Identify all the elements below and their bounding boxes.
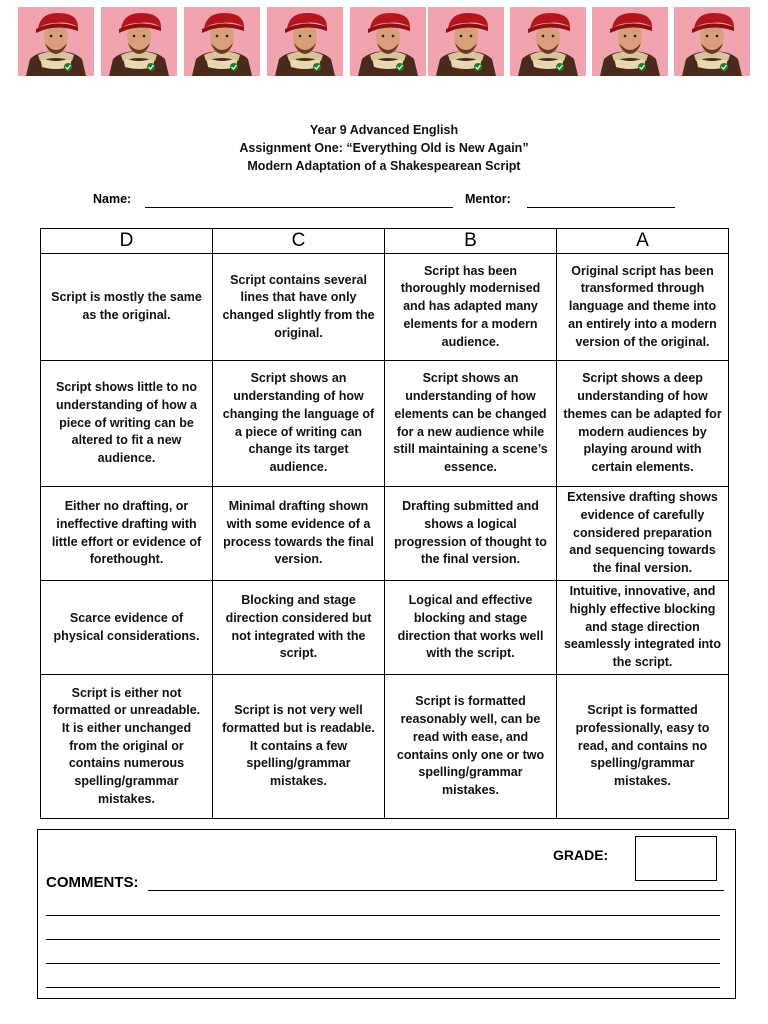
comments-line[interactable] [46,987,720,988]
rubric-cell: Script is either not formatted or unreadable. It is either unchanged from the original or contains numerous spelling/grammar mistakes. [41,675,213,819]
comments-line[interactable] [46,939,720,940]
grade-header-row [41,229,729,254]
criterion-row [41,581,729,675]
rubric-cell: Script is formatted professionally, easy to read, and contains no spelling/grammar mistakes. [557,675,729,819]
rubric-cell: Either no drafting, or ineffective drafting with little effort or evidence of forethought. [41,487,213,581]
rubric-cell: Original script has been transformed through language and theme into an entirely into a modern version of the original. [557,254,729,361]
rubric-cell: Script shows little to no understanding of how a piece of writing can be altered to fit a new audience. [41,361,213,487]
portrait-banner [18,7,753,76]
comments-line[interactable] [148,890,724,891]
rubric-cell: Script shows a deep understanding of how themes can be adapted for modern audiences by playing around with certain elements. [557,361,729,487]
shakespeare-portrait-icon [510,7,586,76]
criterion-row [41,487,729,581]
criterion-row [41,254,729,361]
shakespeare-portrait-icon [350,7,426,76]
marking-rubric-table [40,228,729,819]
comments-line[interactable] [46,915,720,916]
shakespeare-portrait-icon [267,7,343,76]
rubric-cell: Script has been thoroughly modernised and has adapted many elements for a modern audience. [385,254,557,361]
rubric-cell: Script shows an understanding of how elements can be changed for a new audience while still maintaining a scene’s essence. [385,361,557,487]
rubric-cell: Intuitive, innovative, and highly effective blocking and stage direction seamlessly integrated into the script. [557,581,729,675]
shakespeare-portrait-icon [428,7,504,76]
rubric-cell: Logical and effective blocking and stage direction that works well with the script. [385,581,557,675]
shakespeare-portrait-icon [18,7,94,76]
grade-entry-box[interactable] [635,836,717,881]
rubric-cell: Script shows an understanding of how changing the language of a piece of writing can change its target audience. [213,361,385,487]
rubric-cell: Extensive drafting shows evidence of carefully considered preparation and sequencing towards the final version. [557,487,729,581]
rubric-cell: Script contains several lines that have only changed slightly from the original. [213,254,385,361]
name-field[interactable] [145,207,453,208]
comments-line[interactable] [46,963,720,964]
assignment-title: Assignment One: “Everything Old is New Again” [239,141,529,155]
grade-label: GRADE: [553,847,609,863]
mentor-field[interactable] [527,207,675,208]
shakespeare-portrait-icon [101,7,177,76]
mentor-label: Mentor: [465,192,511,206]
assignment-subtitle: Modern Adaptation of a Shakespearean Script [247,159,521,173]
shakespeare-portrait-icon [674,7,750,76]
rubric-cell: Script is not very well formatted but is readable. It contains a few spelling/grammar mistakes. [213,675,385,819]
grade-column-a: A [557,229,729,254]
grade-column-c: C [213,229,385,254]
rubric-cell: Blocking and stage direction considered but not integrated with the script. [213,581,385,675]
criterion-row [41,675,729,819]
criterion-row [41,361,729,487]
rubric-cell: Script is mostly the same as the original. [41,254,213,361]
rubric-cell: Minimal drafting shown with some evidence of a process towards the final version. [213,487,385,581]
shakespeare-portrait-icon [592,7,668,76]
rubric-cell: Scarce evidence of physical considerations. [41,581,213,675]
rubric-cell: Script is formatted reasonably well, can be read with ease, and contains only one or two spelling/grammar mistakes. [385,675,557,819]
comments-label: COMMENTS: [46,874,139,891]
comments-grade-section [37,829,736,999]
course-title: Year 9 Advanced English [309,123,459,137]
grade-column-b: B [385,229,557,254]
name-label: Name: [93,192,132,206]
grade-column-d: D [41,229,213,254]
shakespeare-portrait-icon [184,7,260,76]
rubric-cell: Drafting submitted and shows a logical progression of thought to the final version. [385,487,557,581]
